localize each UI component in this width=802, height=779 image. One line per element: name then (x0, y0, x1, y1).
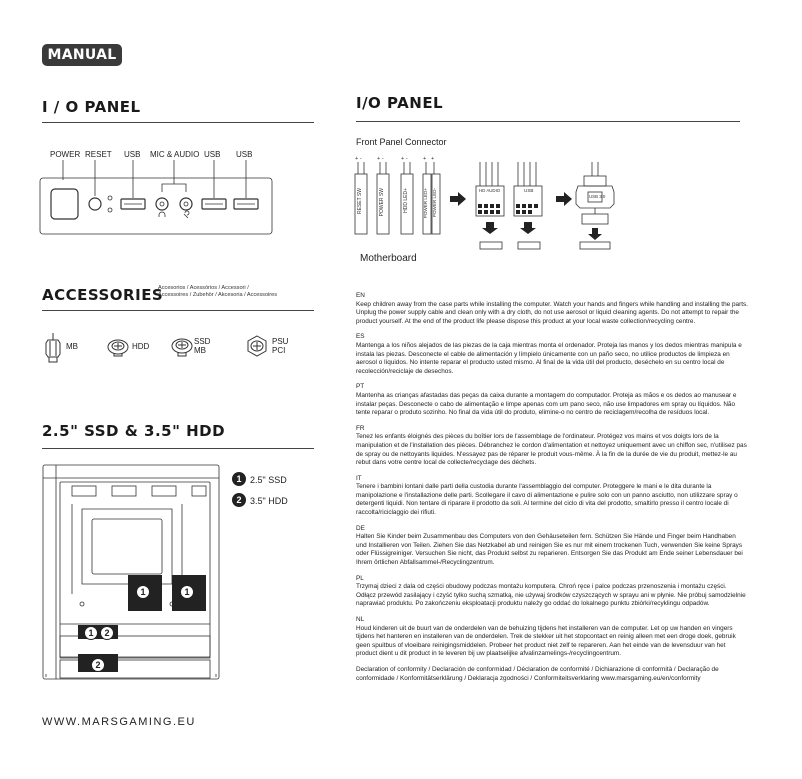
accessories-title: ACCESSORIES (42, 286, 164, 304)
divider (356, 121, 740, 122)
port-label-usb-3: USB (236, 150, 253, 159)
lang-it (356, 475, 748, 518)
drive-section-title: 2.5" SSD & 3.5" HDD (42, 422, 226, 440)
pin-label-power-led-minus: POWER LED- (432, 188, 437, 218)
lang-text: Trzymaj dzieci z dala od części obudowy podczas montażu komputera. Chroń ręce i palce podczas przenoszenia i montażu części. Odłącz przewód zasilający i czyść tylko suchą szmatką, nie używaj środków czyszczących w sprayu ani w płynie. Nie próbuj samodzielnie naprawiać produktu. Po zakończeniu eksploatacji produktu należy go oddać do lokalnego punktu zbiórki/recyklingu odpadów. (356, 583, 746, 608)
lang-code: FR (356, 424, 365, 432)
front-panel-connector-title: Front Panel Connector (356, 137, 447, 147)
legend-number-1: 1 (232, 472, 246, 486)
lang-pt (356, 383, 748, 417)
screw-icon (106, 338, 130, 358)
accessory-label-ssd: SSD (194, 337, 211, 346)
lang-fr (356, 425, 748, 468)
pin-label-hdd-led: HDD LED+ (403, 188, 409, 213)
port-label-power: POWER (50, 150, 81, 159)
lang-text: Tenez les enfants éloignés des pièces du boîtier lors de l'assemblage de l'ordinateur. Protégez vos mains et vos doigts lors de la manipulation et de l'installation des pièces. Débranchez le cordon d'alimentation et nettoyez uniquement avec un chiffon sec, n'utilisez pas de spray ou de nettoyants liquides. N'essayez pas de réparer le produit vous-même. À la fin de la durée de vie du produit, mettez-le au rebut dans votre centre local de collecte/recyclage des déchets. (356, 433, 747, 467)
accessory-label-pci: PCI (272, 346, 286, 355)
marker-hdd-1: 2 (100, 626, 114, 640)
divider (42, 122, 314, 123)
lang-text: Mantenha as crianças afastadas das peças da caixa durante a montagem do computador. Proteja as mãos e os dedos ao manusear e instalar peças. Desconecte o cabo de alimentação e limpe apenas com um pano seco, não use limpadores em spray ou líquidos. Não tente reparar o produto sozinho. No final da vida útil do produto, elimine-o no centro de reciclagem/recolha de resíduos local. (356, 391, 737, 417)
lang-text: Tenere i bambini lontani dalle parti della custodia durante l'assemblaggio del computer. Proteggere le mani e le dita durante la manipolazione e l'installazione delle parti. Scollegare il cavo di alimentazione e pulire solo con un panno asciutto, non utilizzare spray o detergenti liquidi. Non tentare di riparare il prodotto da soli. Al termine del ciclo di vita del prodotto, smaltirlo presso il centro locale di raccolta/riciclaggio dei rifiuti. (356, 483, 738, 517)
manual-badge: MANUAL (42, 44, 122, 66)
safety-text (356, 292, 748, 683)
pin-label-reset-sw: RESET SW (357, 188, 363, 215)
usb-header-label: USB (524, 188, 534, 193)
lang-code: IT (356, 474, 362, 482)
lang-code: PT (356, 383, 365, 391)
lang-nl (356, 616, 748, 659)
lang-de (356, 525, 748, 568)
lang-en (356, 292, 748, 326)
marker-ssd-3: 1 (84, 626, 98, 640)
lang-code: DE (356, 524, 365, 532)
pin-polarity: + - (355, 156, 362, 162)
case-drive-bays-drawing (42, 464, 220, 682)
motherboard-label: Motherboard (360, 253, 417, 264)
lang-pl (356, 575, 748, 609)
website-footer: WWW.MARSGAMING.EU (42, 716, 196, 728)
marker-hdd-2: 2 (91, 658, 105, 672)
pin-polarity: + - (401, 156, 408, 162)
marker-ssd-1: 1 (136, 585, 150, 599)
lang-text: Houd kinderen uit de buurt van de onderdelen van de behuizing tijdens het installeren van de computer. Let op uw handen en vingers tijdens het hanteren en installeren van de onderdelen. Trek de stekker uit het stopcontact en reinig alleen met een droge doek, gebruik geen spuitbus of vloeibare reinigingsmiddelen. Probeer het product niet zelf te repareren. Aan het einde van de levensduur van het product dient u dit product in te leveren bij uw plaatselijke afvalinzamelings-/recyclingcentrum. (356, 624, 736, 658)
divider (42, 310, 314, 311)
divider (42, 448, 314, 449)
hd-audio-label: HD AUDIO (479, 188, 501, 193)
io-panel-title-right: I/O PANEL (356, 94, 444, 112)
port-label-mic-audio: MIC & AUDIO (150, 150, 200, 159)
lang-code: NL (356, 616, 365, 623)
screw-icon (244, 334, 270, 360)
declaration-of-conformity: Declaration of conformity / Declaración de conformidad / Déclaration de conformité / Dichiarazione di conformità / Declaração de conformidade / Konformitätserklärung / Deklaracja zgodności / Conformiteitsverklaring www.marsgaming.eu/en/conformity (356, 665, 719, 682)
pin-polarity: + (431, 156, 435, 162)
accessories-subtitle-2: Accessoires / Zubehör / Akcesoria / Accessoires (158, 292, 278, 298)
legend-label-ssd: 2.5" SSD (250, 475, 287, 485)
front-panel-connector-diagram (352, 162, 646, 250)
accessory-label-ssd-mb: MB (194, 346, 206, 355)
pin-polarity: + - (377, 156, 384, 162)
lang-code: EN (356, 292, 365, 299)
legend-number-2: 2 (232, 493, 246, 507)
legend-label-hdd: 3.5" HDD (250, 496, 288, 506)
accessory-label-mb: MB (66, 342, 78, 351)
lang-code: PL (356, 574, 364, 582)
lang-code: ES (356, 333, 365, 341)
standoff-icon (42, 332, 64, 364)
lang-es (356, 333, 748, 376)
io-panel-drawing (38, 158, 274, 236)
screw-icon (170, 336, 194, 358)
pin-label-power-sw: POWER SW (379, 188, 385, 217)
pin-polarity: + (423, 156, 427, 162)
accessories-subtitle-1: Accesorios / Acessórios / Accessori / (158, 285, 249, 291)
lang-text: Keep children away from the case parts while installing the computer. Watch your hands and fingers while handling and installing the parts. Unplug the power supply cable and clean only with a dry cloth, do not use aerosol or liquid cleaning agents. Do not attempt to repair the product yourself. At the end of the product life please dispose this product at your local waste collection/recycling centre. (356, 300, 748, 325)
port-label-usb-2: USB (204, 150, 221, 159)
port-label-usb-1: USB (124, 150, 141, 159)
lang-text: Mantenga a los niños alejados de las piezas de la caja mientras monta el ordenador. Proteja las manos y los dedos mientras manipula e instala las piezas. Desconecte el cable de alimentación y límpielo únicamente con un paño seco, no utilice productos de limpieza en aerosol o líquidos. No intente reparar el producto usted mismo. Al final de la vida útil del producto, deséchelo en su centro local de recolección/reciclaje de desechos. (356, 341, 742, 375)
accessory-label-hdd: HDD (132, 342, 150, 351)
marker-ssd-2: 1 (180, 585, 194, 599)
io-panel-title: I / O PANEL (42, 98, 141, 116)
port-label-reset: RESET (85, 150, 112, 159)
usb3-header-label: USB 3.0 (589, 194, 606, 199)
pin-label-power-led-plus: POWER LED+ (423, 188, 428, 219)
lang-text: Halten Sie Kinder beim Zusammenbau des Computers von den Gehäuseteilen fern. Schützen Sie Hände und Finger beim Handhaben und Installieren von Teilen. Ziehen Sie das Netzkabel ab und reinigen Sie es nur mit einem trockenen Tuch, verwenden Sie keine Sprays oder Flüssigreiniger. Versuchen Sie nicht, das Produkt selbst zu reparieren. Entsorgen Sie das Produkt am Ende seiner Lebensdauer bei Ihrem örtlichen Abfallsammel-/Recyclingzentrum. (356, 533, 743, 567)
accessory-label-psu: PSU (272, 337, 289, 346)
